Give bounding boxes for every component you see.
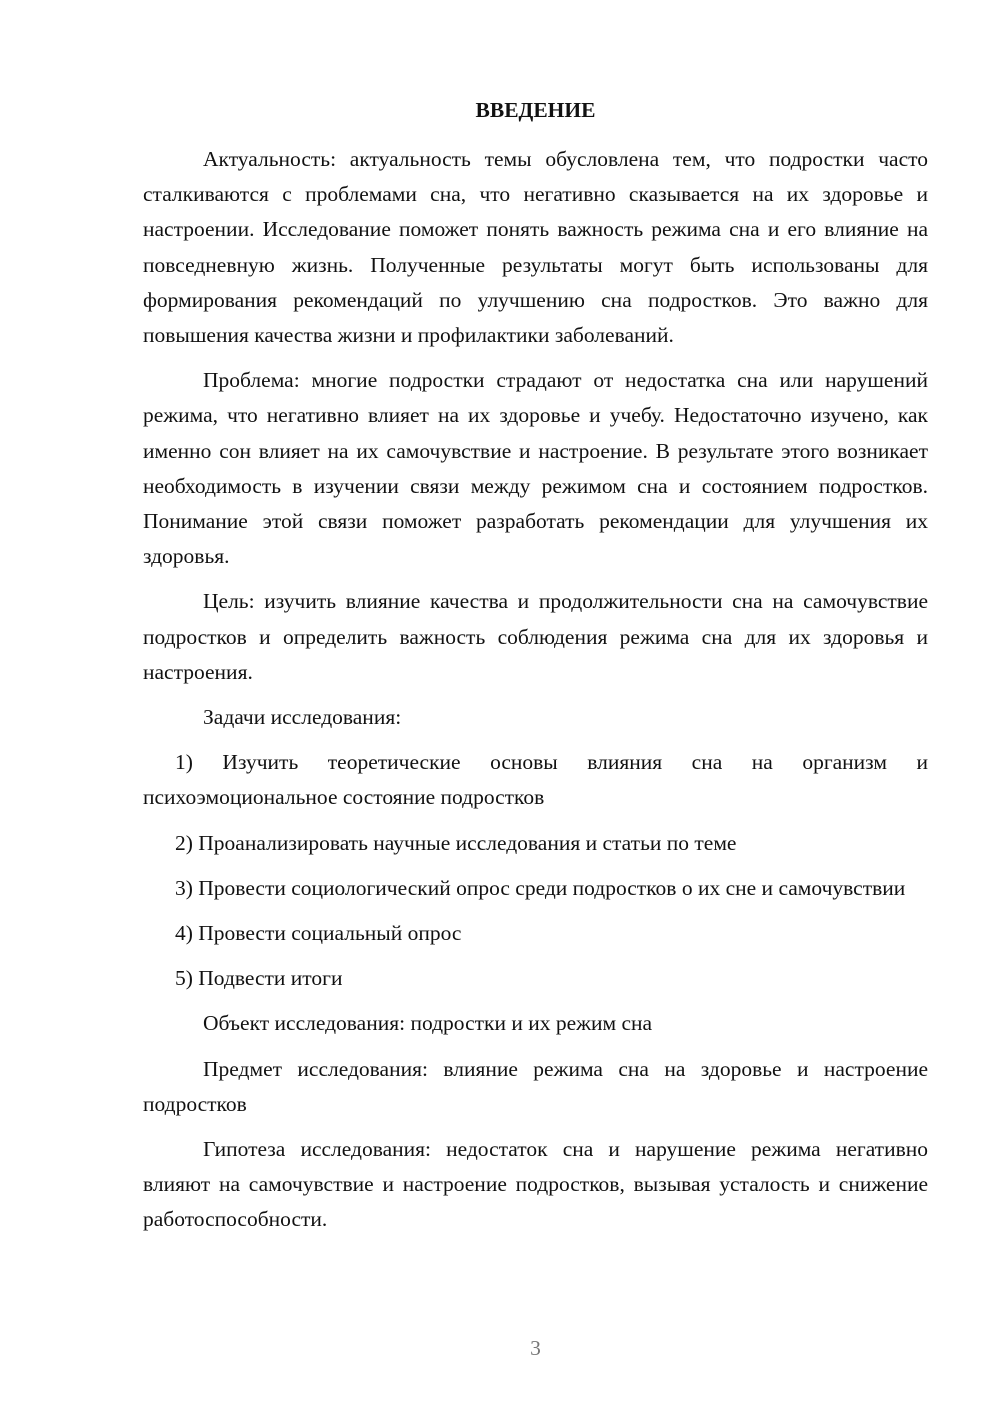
section-heading: ВВЕДЕНИЕ — [475, 98, 596, 122]
paragraph-tasks-title: Задачи исследования: — [203, 705, 402, 730]
paragraph-goal: Цель: изучить влияние качества и продолжительности сна на самочувствие подростков и определить важность соблюдения режима сна для их здоровья и настроения. — [143, 589, 928, 684]
paragraph-problem: Проблема: многие подростки страдают от недостатка сна или нарушений режима, что негативно влияет на их здоровье и учебу. Недостаточно изучено, как именно сон влияет на их самочувствие и настроение. В результате этого возникает необходимость в изучении связи между режимом сна и состоянием подростков. Понимание этой связи поможет разработать рекомендации для улучшения их здоровья. — [143, 368, 928, 569]
paragraph-hypothesis: Гипотеза исследования: недостаток сна и нарушение режима негативно влияют на самочувствие и настроение подростков, вызывая усталость и снижение работоспособности. — [143, 1137, 928, 1232]
task-item-1: 1) Изучить теоретические основы влияния сна на организм и психоэмоциональное состояние подростков — [143, 750, 928, 810]
task-item-3: 3) Провести социологический опрос среди подростков о их сне и самочувствии — [175, 875, 906, 900]
document-body — [143, 142, 928, 1248]
document-page — [143, 0, 928, 1414]
task-item-5: 5) Подвести итоги — [175, 966, 343, 991]
task-item-2: 2) Проанализировать научные исследования и статьи по теме — [175, 830, 737, 855]
paragraph-subject: Предмет исследования: влияние режима сна на здоровье и настроение подростков — [143, 1056, 928, 1116]
page-number: 3 — [530, 1336, 541, 1360]
paragraph-relevance: Актуальность: актуальность темы обусловлена тем, что подростки часто сталкиваются с проблемами сна, что негативно сказывается на их здоровье и настроении. Исследование поможет понять важность режима сна и его влияние на повседневную жизнь. Полученные результаты могут быть использованы для формирования рекомендаций по улучшению сна подростков. Это важно для повышения качества жизни и профилактики заболеваний. — [143, 147, 928, 348]
paragraph-object: Объект исследования: подростки и их режим сна — [203, 1011, 653, 1036]
task-item-4: 4) Провести социальный опрос — [175, 921, 462, 946]
